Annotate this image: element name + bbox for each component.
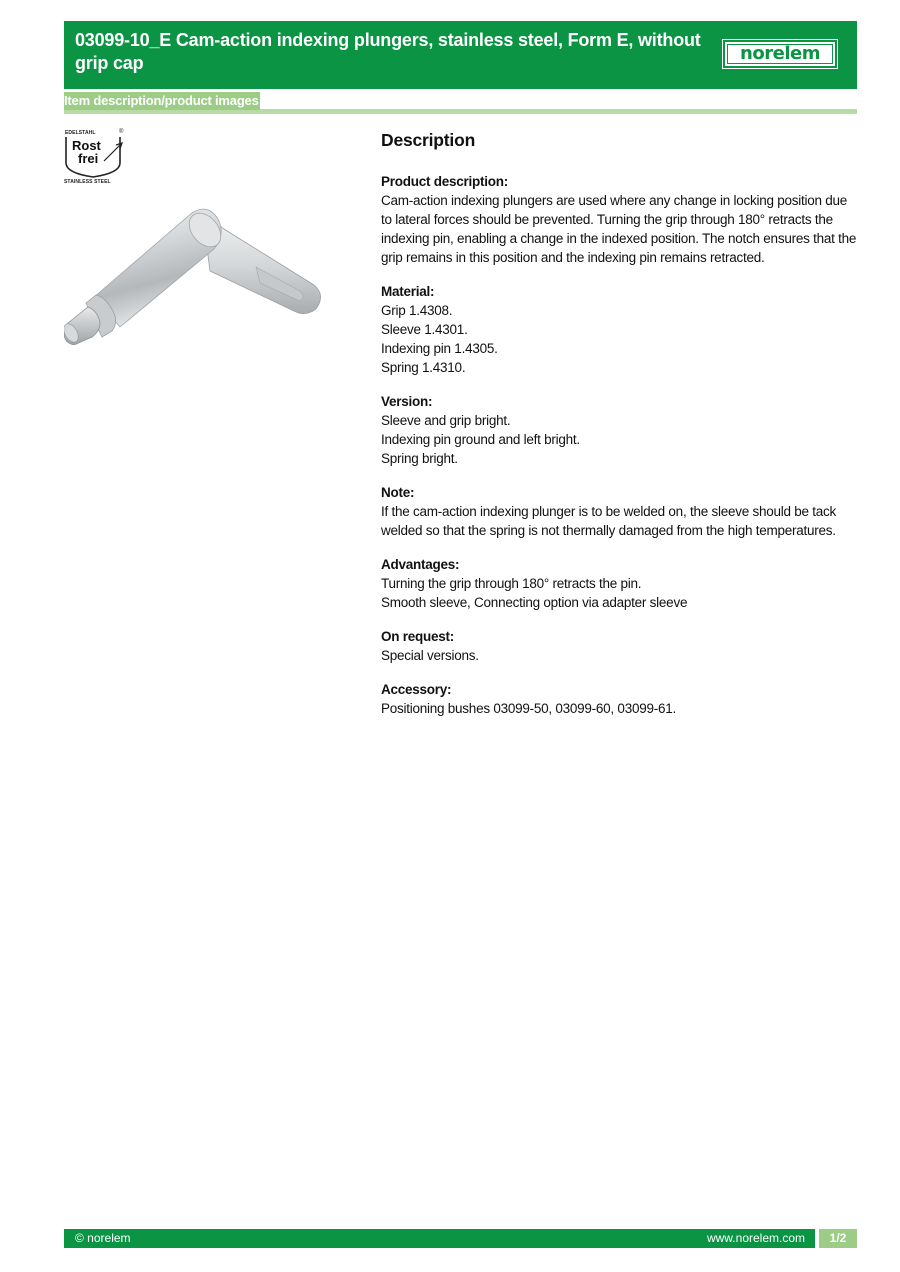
on-request-block [381,627,857,665]
block-label: Note: [381,485,415,500]
norelem-logo [723,40,837,68]
block-text: Spring 1.4310. [381,360,466,375]
logo-frame [727,44,833,64]
block-text: Spring bright. [381,451,458,466]
product-image [64,205,324,345]
block-text: Sleeve 1.4301. [381,322,468,337]
block-text: Smooth sleeve, Connecting option via adapter sleeve [381,595,688,610]
block-text: Sleeve and grip bright. [381,413,511,428]
product-description-block [381,172,857,267]
footer-website-link[interactable]: www.norelem.com [706,1231,805,1245]
logo-text: norelem [740,43,820,64]
stainless-steel-badge [64,130,126,188]
note-block [381,483,857,540]
block-label: Accessory: [381,682,452,697]
footer-copyright: © norelem [75,1231,131,1245]
section-label: Item description/product images [64,93,259,108]
block-text: Grip 1.4308. [381,303,453,318]
accessory-block [381,680,857,718]
badge-word-frei: frei [78,151,99,166]
badge-word-rost: Rost [72,138,101,153]
block-text: Indexing pin ground and left bright. [381,432,580,447]
block-label: Version: [381,394,433,409]
block-label: On request: [381,629,455,644]
badge-registered-mark: ® [119,129,124,135]
badge-bottom-text: STAINLESS STEEL [64,179,111,185]
block-label: Advantages: [381,557,460,572]
description-heading: Description [381,130,476,150]
block-text: Turning the grip through 180° retracts the pin. [381,576,642,591]
block-label: Material: [381,284,435,299]
page-number: 1/2 [819,1229,857,1248]
block-text: If the cam-action indexing plunger is to be welded on, the sleeve should be tack welded so that the spring is not thermally damaged from the high temperatures. [381,504,837,538]
version-block [381,392,857,468]
block-text: Cam-action indexing plungers are used where any change in locking position due to lateral forces should be prevented. Turning the grip through 180° retracts the indexing pin, enabling a change in the indexed position. The notch ensures that the grip remains in this position and the indexing pin remains retracted. [381,193,857,265]
description-content [381,128,857,733]
badge-top-text: EDELSTAHL [65,130,96,136]
advantages-block [381,555,857,612]
block-text: Positioning bushes 03099-50, 03099-60, 03099-61. [381,701,676,716]
block-text: Special versions. [381,648,479,663]
page-title: 03099-10_E Cam-action indexing plungers, stainless steel, Form E, without grip cap [75,30,701,73]
block-label: Product description: [381,174,509,189]
material-block [381,282,857,377]
block-text: Indexing pin 1.4305. [381,341,498,356]
page-header [64,21,857,89]
page-footer [64,1229,857,1248]
